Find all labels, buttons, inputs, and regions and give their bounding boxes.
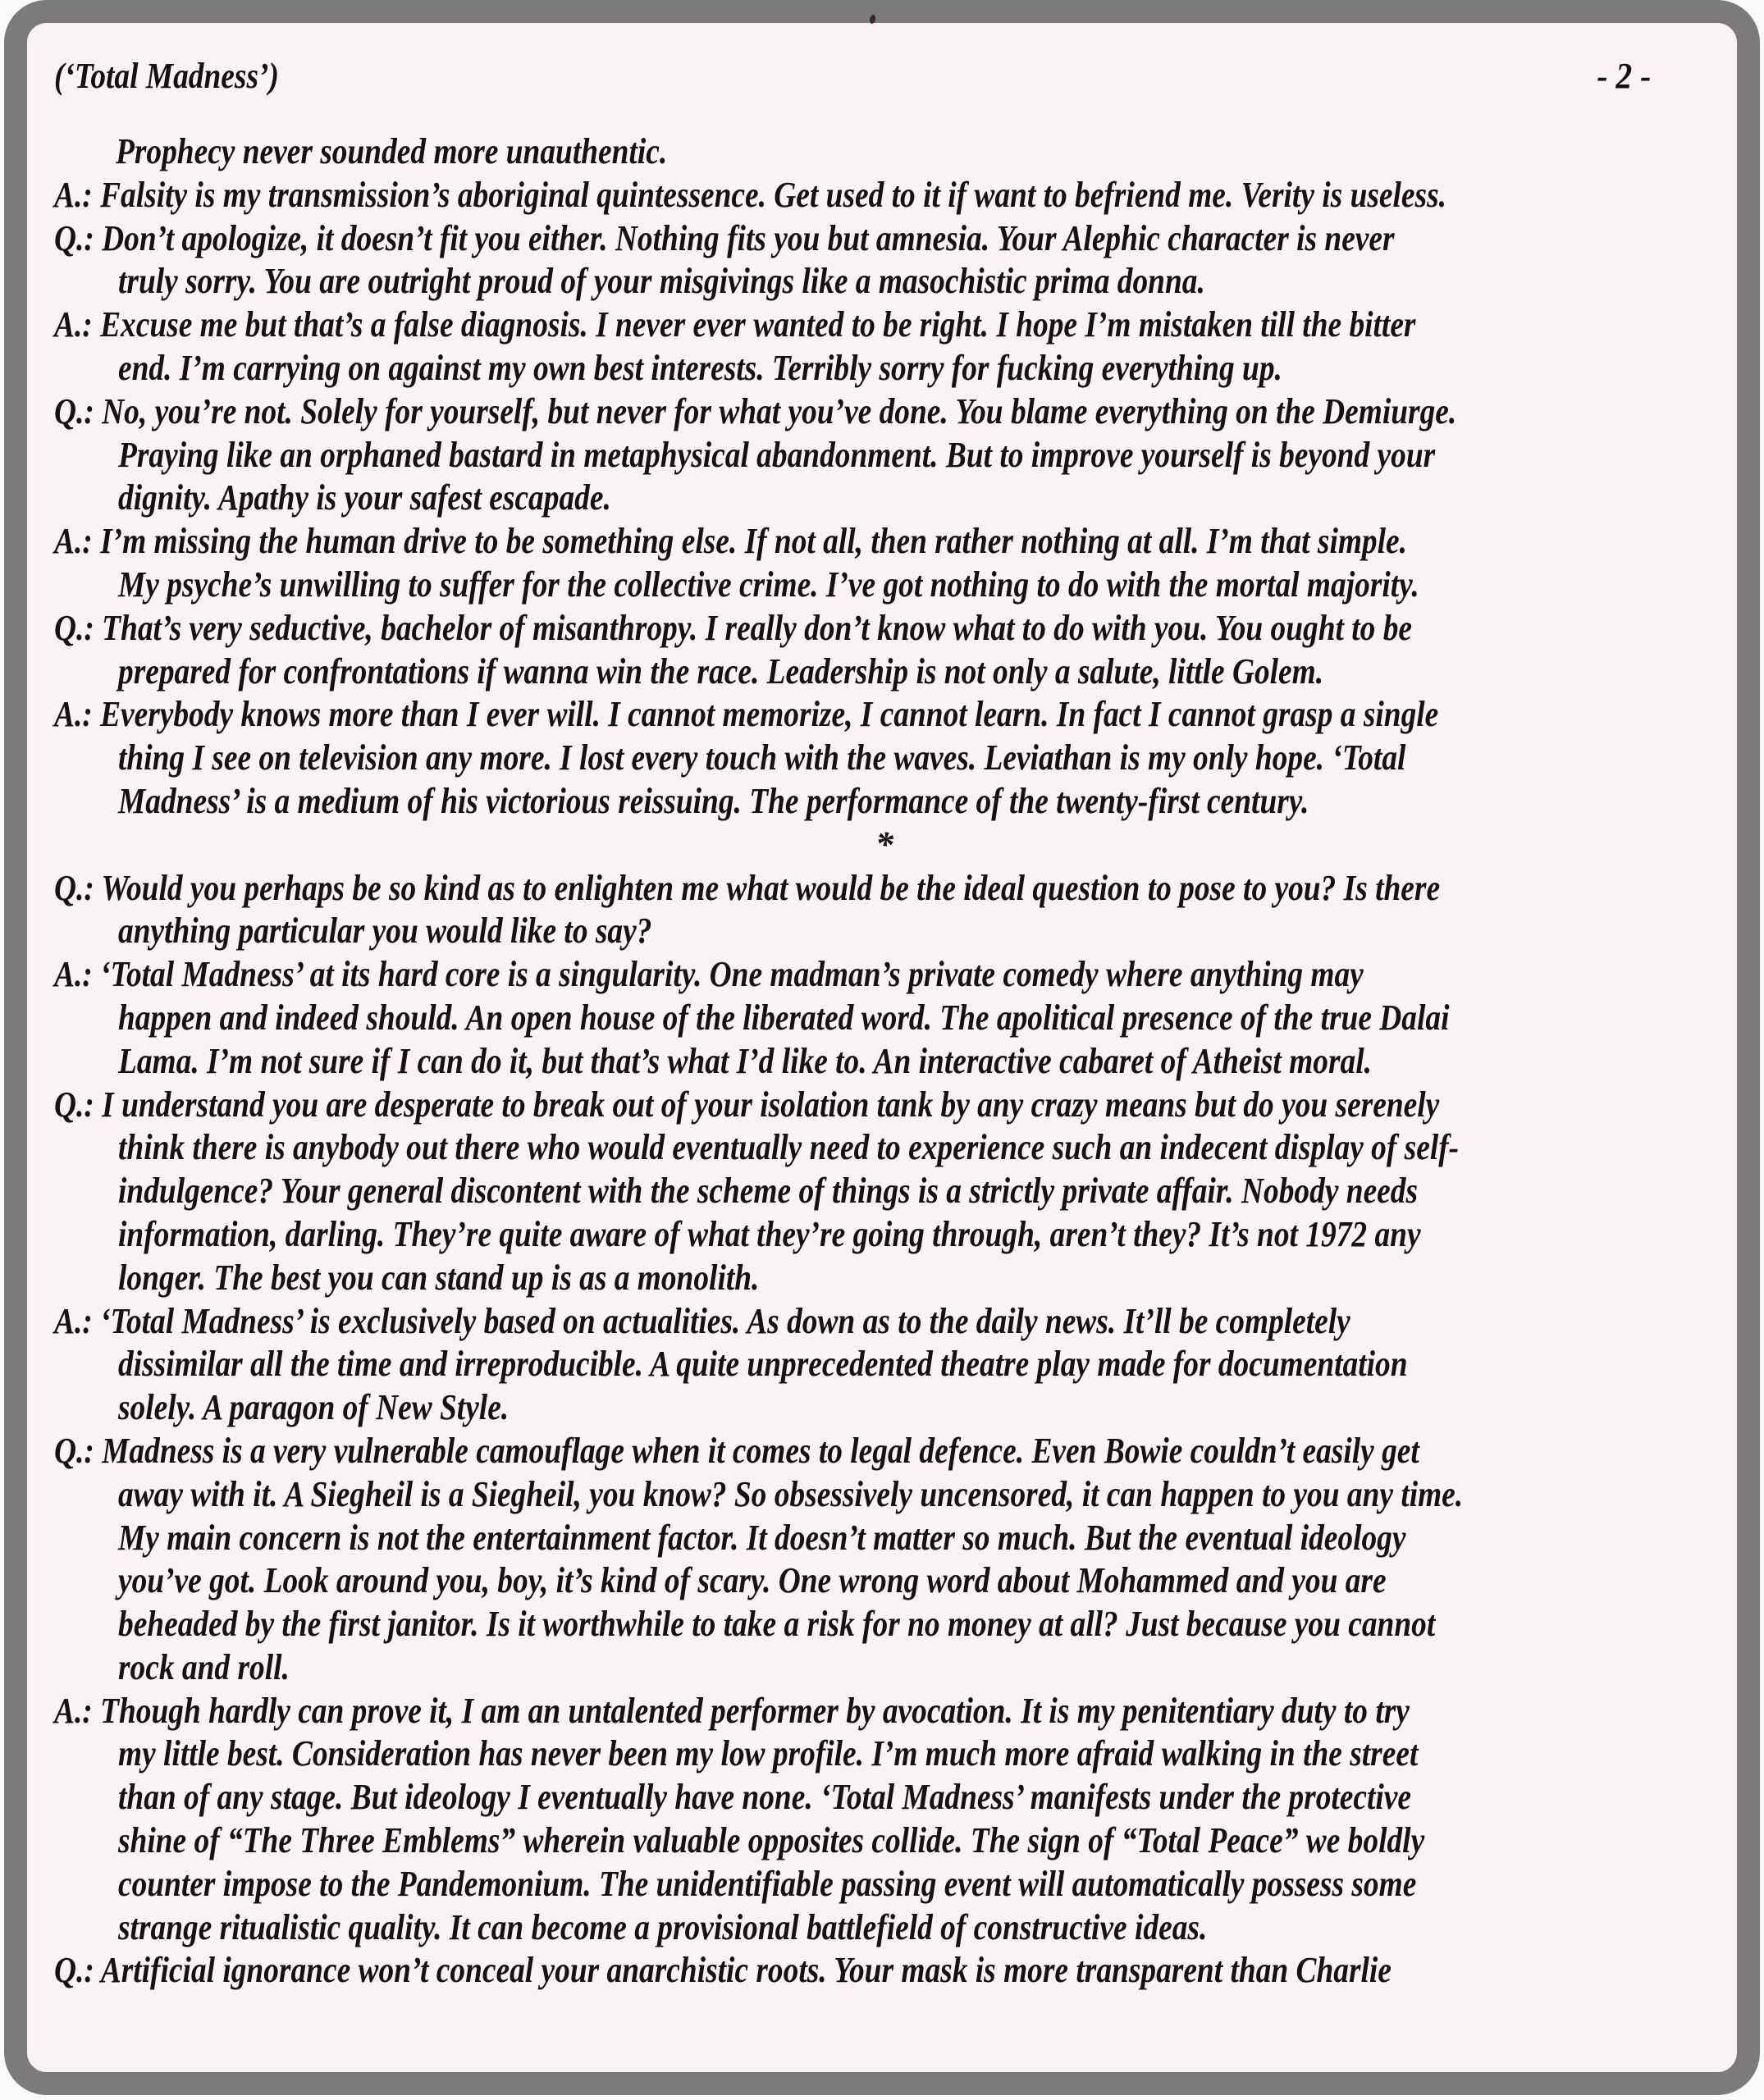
paragraph-line: counter impose to the Pandemonium. The unidentifiable passing event will automatically possess some — [118, 1863, 1417, 1904]
speaker-prefix: Q.: — [54, 1084, 103, 1125]
paragraph-first-line: A.: Though hardly can prove it, I am an untalented performer by avocation. It is my penitentiary duty to try — [54, 1690, 1410, 1731]
speaker-prefix: A.: — [54, 304, 101, 345]
paragraph-line: end. I’m carrying on against my own best interests. Terribly sorry for fucking everything up. — [118, 347, 1282, 388]
paragraph-line: My psyche’s unwilling to suffer for the collective crime. I’ve got nothing to do with the mortal majority. — [118, 564, 1419, 605]
speaker-prefix: A.: — [54, 1690, 101, 1731]
paragraph-line: rock and roll. — [118, 1646, 290, 1687]
paragraph-first-line: A.: I’m missing the human drive to be something else. If not all, then rather nothing at all. I’m that simple. — [54, 521, 1407, 562]
paragraph-line: indulgence? Your general discontent with the scheme of things is a strictly private affair. Nobody needs — [118, 1171, 1419, 1212]
paragraph-line: My main concern is not the entertainment factor. It doesn’t matter so much. But the eventual ideology — [118, 1517, 1406, 1558]
page-header — [54, 54, 1715, 98]
paragraph-line: dignity. Apathy is your safest escapade. — [118, 477, 611, 518]
paragraph-line: happen and indeed should. An open house of the liberated word. The apolitical presence of the true Dalai — [118, 997, 1450, 1038]
speaker-prefix: Q.: — [54, 607, 103, 648]
paragraph-first-line: A.: ‘Total Madness’ is exclusively based on actualities. As down as to the daily news. It’ll be completely — [54, 1300, 1350, 1341]
paragraph-line: anything particular you would like to say? — [118, 911, 652, 952]
paragraph-first-line: Q.: Madness is a very vulnerable camouflage when it comes to legal defence. Even Bowie couldn’t easily get — [54, 1430, 1419, 1471]
paragraph-first-line: A.: ‘Total Madness’ at its hard core is a singularity. One madman’s private comedy where anything may — [54, 954, 1364, 995]
paragraph-first-line: Q.: Would you perhaps be so kind as to enlighten me what would be the ideal question to pose to you? Is there — [54, 867, 1441, 908]
page-number: - 2 - — [1597, 56, 1651, 96]
speaker-prefix: Q.: — [54, 1430, 103, 1471]
paragraph-line: beheaded by the first janitor. Is it worthwhile to take a risk for no money at all? Just because you cannot — [118, 1604, 1436, 1645]
paragraph-line: strange ritualistic quality. It can become a provisional battlefield of constructive ideas. — [118, 1906, 1208, 1947]
speaker-prefix: A.: — [54, 954, 101, 995]
paragraph-line: Lama. I’m not sure if I can do it, but that’s what I’d like to. An interactive cabaret of Atheist moral. — [118, 1040, 1372, 1081]
paragraph-first-line: Q.: I understand you are desperate to break out of your isolation tank by any crazy means but do you serenely — [54, 1084, 1440, 1125]
paragraph-first-line: Q.: That’s very seductive, bachelor of misanthropy. I really don’t know what to do with you. You ought to be — [54, 607, 1413, 648]
paragraph-line: my little best. Consideration has never been my low profile. I’m much more afraid walking in the street — [118, 1733, 1419, 1774]
paragraph-line: solely. A paragon of New Style. — [118, 1387, 510, 1428]
paragraph-line: dissimilar all the time and irreproducible. A quite unprecedented theatre play made for documentation — [118, 1344, 1408, 1385]
paragraph-line: information, darling. They’re quite aware of what they’re going through, aren’t they? It’s not 1972 any — [118, 1213, 1421, 1254]
speaker-prefix: A.: — [54, 694, 101, 735]
paragraph-first-line: Q.: No, you’re not. Solely for yourself, but never for what you’ve done. You blame everything on the Demiurge. — [54, 390, 1457, 431]
paragraph-line: think there is anybody out there who would eventually need to experience such an indecent display of self- — [118, 1127, 1460, 1168]
speaker-prefix: A.: — [54, 174, 101, 215]
paragraph-line: thing I see on television any more. I lost every touch with the waves. Leviathan is my only hope. ‘Total — [118, 737, 1406, 778]
paragraph-first-line: A.: Falsity is my transmission’s aboriginal quintessence. Get used to it if want to befriend me. Verity is useless. — [54, 174, 1446, 215]
paragraph-line: truly sorry. You are outright proud of your misgivings like a masochistic prima donna. — [118, 261, 1205, 302]
section-separator: * — [875, 824, 893, 865]
speaker-prefix: Q.: — [54, 867, 102, 908]
page-content — [27, 23, 1737, 2072]
speaker-prefix: Q.: — [54, 390, 103, 431]
paragraph-first-line: Q.: Don’t apologize, it doesn’t fit you either. Nothing fits you but amnesia. Your Alephic character is never — [54, 217, 1395, 258]
document-body — [54, 130, 1715, 1993]
paragraph-line: longer. The best you can stand up is as a monolith. — [118, 1257, 760, 1298]
speaker-prefix: A.: — [54, 521, 101, 562]
paragraph-line: Madness’ is a medium of his victorious reissuing. The performance of the twenty-first century. — [118, 780, 1309, 821]
page-title: (‘Total Madness’) — [54, 56, 279, 96]
speaker-prefix: Q.: — [54, 217, 103, 258]
paragraph-first-line: A.: Excuse me but that’s a false diagnosis. I never ever wanted to be right. I hope I’m mistaken till the bitter — [54, 304, 1416, 345]
paragraph-first-line: Prophecy never sounded more unauthentic. — [116, 131, 668, 171]
paragraph-line: shine of “The Three Emblems” wherein valuable opposites collide. The sign of “Total Peace” we boldly — [118, 1820, 1425, 1861]
speaker-prefix: Q.: — [54, 1950, 101, 1991]
paragraph-line: than of any stage. But ideology I eventually have none. ‘Total Madness’ manifests under the protective — [118, 1777, 1411, 1818]
paragraph-line: Praying like an orphaned bastard in metaphysical abandonment. But to improve yourself is beyond your — [118, 434, 1436, 475]
speaker-prefix: A.: — [54, 1300, 101, 1341]
paragraph-line: away with it. A Siegheil is a Siegheil, you know? So obsessively uncensored, it can happen to you any time. — [118, 1473, 1464, 1514]
paragraph-line: you’ve got. Look around you, boy, it’s kind of scary. One wrong word about Mohammed and you are — [118, 1560, 1387, 1601]
paragraph-first-line: Q.: Artificial ignorance won’t conceal your anarchistic roots. Your mask is more transparent than Charlie — [54, 1950, 1392, 1991]
paragraph-line: prepared for confrontations if wanna win the race. Leadership is not only a salute, little Golem. — [118, 651, 1324, 692]
paragraph-first-line: A.: Everybody knows more than I ever will. I cannot memorize, I cannot learn. In fact I cannot grasp a single — [54, 694, 1439, 735]
